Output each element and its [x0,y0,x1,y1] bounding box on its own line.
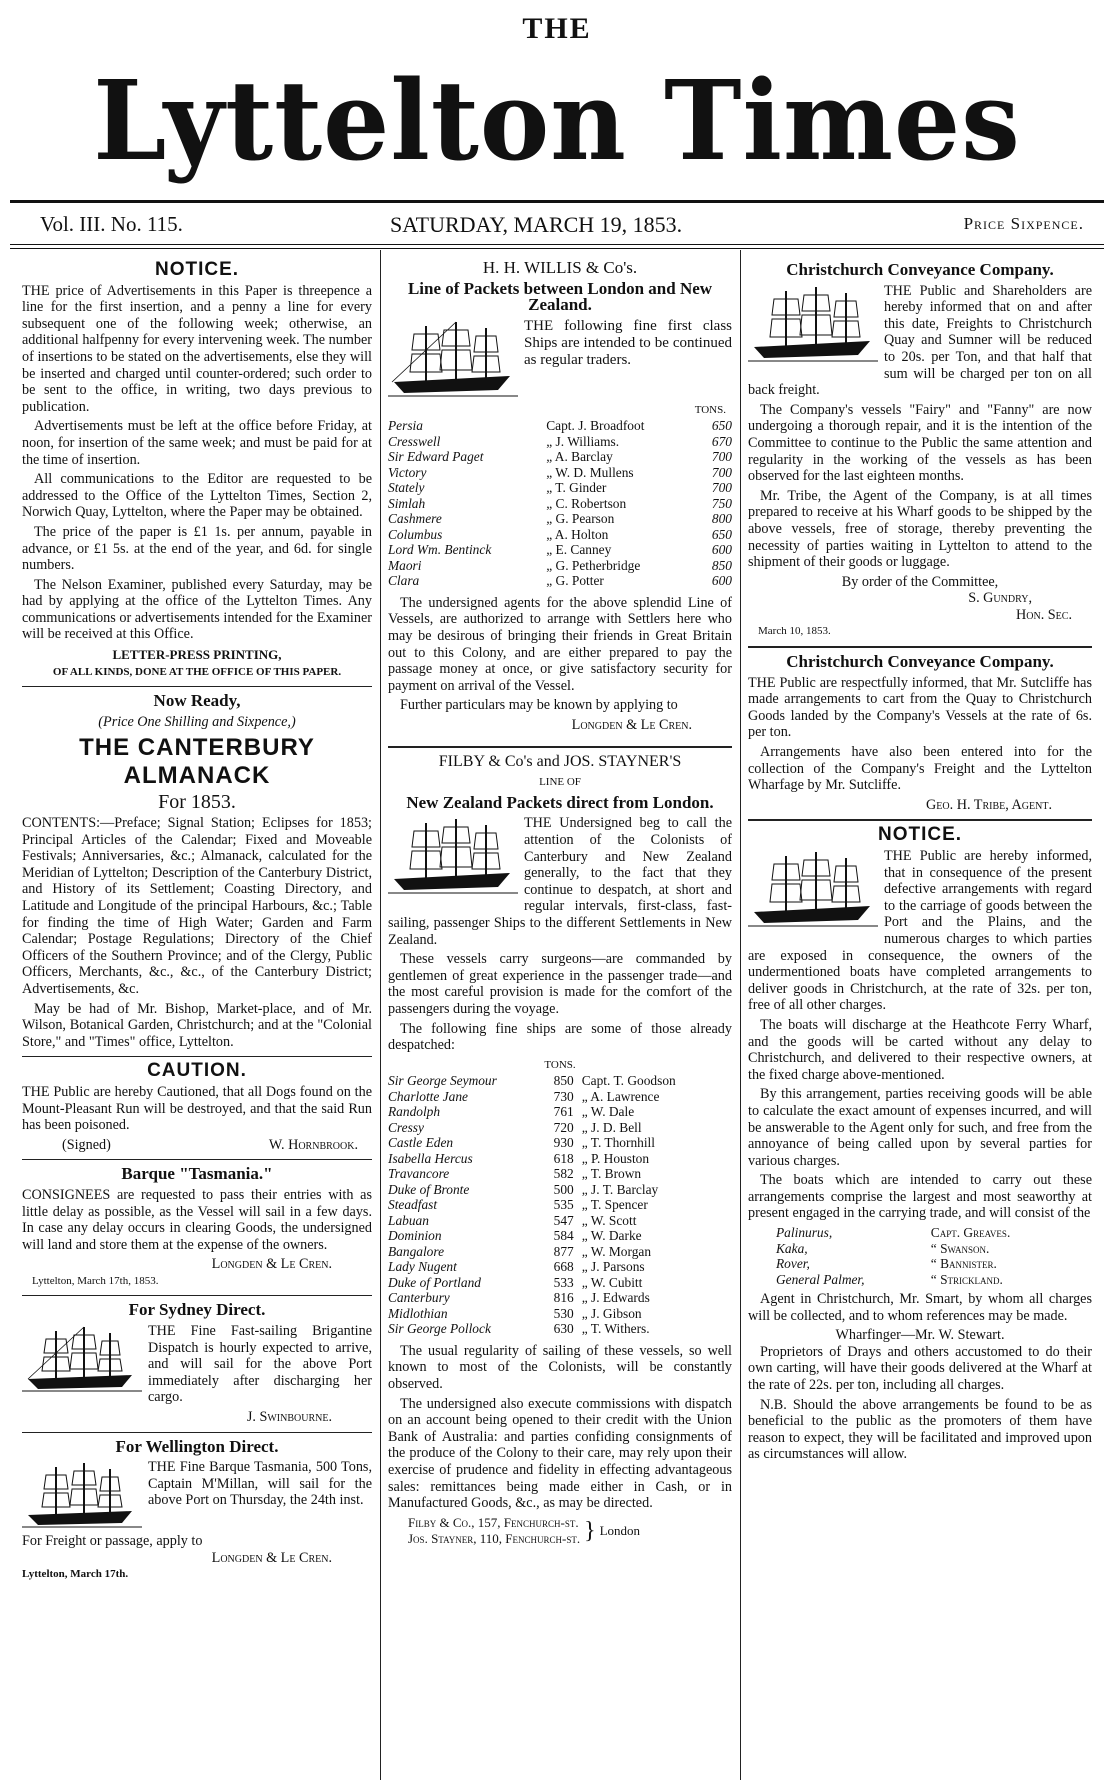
filby-city: London [599,1523,641,1539]
boat-name: General Palmer, [776,1271,865,1287]
dateline [10,210,1104,240]
wellington-date: Lyttelton, March 17th. [22,1568,129,1581]
willis-tons-label: TONS. [694,403,726,416]
ship-captain: „ W. Morgan [581,1243,652,1259]
almanack-availability: May be had of Mr. Bishop, Market-place, and of Mr. Wilson, Botanical Garden, Christchurch; and at the "Colonial Store," and "Times" office, Lyttelton. [22,1000,372,1050]
filby-lineof: LINE OF [539,776,581,789]
ship-illustration [748,285,878,365]
table-row [388,1275,732,1291]
ship-tons: 800 [711,511,732,527]
filby-subheading: New Zealand Packets direct from London. [406,792,714,812]
ship-captain: „ W. Cubitt [581,1274,643,1290]
conveyance-paragraph: The Company's vessels "Fairy" and "Fanny" are now undergoing a thorough repair, and it is the intention of the Committee to continue to the Public the same attention and regularity in the working of the vessels as has been observed for the last eighteen months. [748,401,1092,485]
ship-captain: „ A. Lawrence [581,1088,660,1104]
notice2-nb: N.B. Should the above arrangements be found to be as beneficial to the public as the promoters of them have reason to expect, they will be facilitated and improved upon as circumstances will allow. [748,1396,1092,1463]
boat-captain: “ Swanson. [930,1240,990,1256]
willis-intro: THE following fine first class Ships are intended to be continued as regular traders. [524,317,732,368]
table-row [388,1244,732,1260]
ship-tons: 500 [553,1181,574,1197]
tasmania-text: CONSIGNEES are requested to pass their entries with as little delay as possible, as the Vessel will sail in a few days. In case any delay occurs in clearing Goods, the undersigned will land and store them at the expense of the owners. [22,1186,372,1253]
ship-tons: 761 [553,1104,574,1120]
table-row [388,1073,732,1089]
ship-captain: „ C. Robertson [546,495,627,511]
ship-tons: 700 [711,464,732,480]
ship-captain: „ G. Pearson [546,511,615,527]
table-row [776,1241,1086,1257]
ship-captain: „ G. Petherbridge [546,557,641,573]
table-row [776,1225,1086,1241]
ship-tons: 700 [711,480,732,496]
ship-name: Midlothian [388,1305,448,1321]
ship-captain: „ J. Gibson [581,1305,642,1321]
ship-tons: 730 [553,1088,574,1104]
notice2-paragraph: The boats which are intended to carry out these arrangements comprise the largest and most seaworthy at present engaged in the carrying trade, and will consist of the [748,1172,1092,1222]
ship-name: Duke of Portland [388,1274,481,1290]
table-row [388,1321,732,1337]
willis-subheading: Line of Packets between London and New Zealand. [407,278,713,315]
table-row [388,434,732,450]
ship-tons: 547 [553,1212,574,1228]
ship-name: Randolph [388,1104,441,1120]
sydney-signature: J. Swinbourne. [246,1409,332,1426]
ship-tons: 850 [711,557,732,573]
tasmania-heading: Barque "Tasmania." [121,1164,273,1184]
table-row [388,1197,732,1213]
caution-text: THE Public are hereby Cautioned, that all Dogs found on the Mount-Pleasant Run will be destroyed, and that the said Run has been poisoned. [22,1083,372,1134]
table-row [388,573,732,589]
caution-signatory: W. Hornbrook. [268,1136,358,1153]
ship-captain: „ P. Houston [581,1150,650,1166]
issue-date: SATURDAY, MARCH 19, 1853. [390,212,683,237]
filby-ship-table [388,1073,732,1337]
ship-name: Clara [388,573,420,589]
notice-paragraph: The price of the paper is £1 1s. per annum, payable in advance, or £1 5s. at the end of the year, and 6d. for single numbers. [22,523,372,574]
ship-name: Bangalore [388,1243,445,1259]
masthead [0,0,1114,200]
willis-heading: H. H. WILLIS & Co's. [482,258,638,277]
ship-illustration [748,850,878,930]
table-row [388,542,732,558]
ship-captain: Capt. T. Goodson [581,1073,676,1089]
table-row [388,1120,732,1136]
ship-captain: „ W. Darke [581,1228,642,1244]
ship-captain: „ J. D. Bell [581,1119,642,1135]
ship-name: Duke of Bronte [388,1181,470,1197]
table-row [388,480,732,496]
table-row [388,1089,732,1105]
notice2-paragraph: Proprietors of Drays and others accustomed to do their own carting, will have their goods delivered at the Wharf at the rate of 22s. per ton, including all charges. [748,1343,1092,1394]
column-middle [388,258,732,1548]
ship-captain: „ J. Edwards [581,1290,650,1306]
ship-captain: „ G. Potter [546,573,604,589]
ship-name: Charlotte Jane [388,1088,468,1104]
willis-paragraph: Further particulars may be known by applying to [400,697,678,714]
conveyance-signature-2: Geo. H. Tribe, Agent. [926,796,1052,813]
ship-captain: „ E. Canney [546,542,612,558]
ship-tons: 850 [553,1073,574,1089]
ship-name: Travancore [388,1166,450,1182]
willis-ship-table [388,418,732,589]
conveyance-order: By order of the Committee, [841,573,999,590]
ship-illustration [388,320,518,400]
ship-illustration [22,1461,142,1531]
ship-name: Stately [388,480,425,496]
ship-name: Columbus [388,526,443,542]
boat-name: Rover, [776,1256,810,1272]
notice2-paragraph: The boats will discharge at the Heathcote Ferry Wharf, and the goods will be carted without any delay to Christchurch, and delivered to their respective owners, at the fixed charge above-mentioned. [748,1016,1092,1083]
ship-tons: 535 [553,1197,574,1213]
ship-tons: 930 [553,1135,574,1151]
ship-tons: 584 [553,1228,574,1244]
notice2-heading: NOTICE. [877,824,963,846]
ship-captain: „ A. Barclay [546,449,613,465]
conveyance-heading-2: Christchurch Conveyance Company. [786,652,1054,672]
boat-captain: “ Strickland. [930,1271,1003,1287]
ship-captain: „ J. Parsons [581,1259,645,1275]
wellington-text: THE Fine Barque Tasmania, 500 Tons, Captain M'Millan, will sail for the above Port on Thursday, the 24th inst. [148,1459,372,1509]
sydney-text: THE Fine Fast-sailing Brigantine Dispatch is hourly expected to arrive, and will sail for the above Port immediately after discharging her cargo. [148,1323,372,1406]
ship-tons: 650 [711,418,732,434]
notice-paragraph: The Nelson Examiner, published every Saturday, may be had by applying at the office of the Lyttelton Times. Any communications or advertisements intended for the Examiner will be received at this Office. [22,576,372,643]
table-row [388,465,732,481]
ship-name: Canterbury [388,1290,450,1306]
masthead-the: THE [522,12,592,45]
table-row [388,527,732,543]
ship-name: Cashmere [388,511,442,527]
notice-paragraph: Advertisements must be left at the office before Friday, at noon, for insertion of the same week; and must be paid for at the time of insertion. [22,418,372,468]
filby-paragraph: The undersigned also execute commissions with dispatch on an account being opened to their credit with the Union Bank of Australia: and parties confiding consignments of the produce of the Colony to their care, may rely upon their exercise of prudence and fidelity in effecting advantageous sales: remittances being made either in Cash, or in Manufactured Goods, &c., as may be directed. [388,1395,732,1512]
ship-captain: „ A. Holton [546,526,609,542]
notice-heading: NOTICE. [154,259,240,280]
caution-heading: CAUTION. [147,1060,247,1082]
ship-name: Castle Eden [388,1135,454,1151]
ship-tons: 750 [711,495,732,511]
ship-name: Lord Wm. Bentinck [388,542,492,558]
filby-address: Filby & Co., 157, Fenchurch-st. [408,1514,579,1530]
table-row [388,1104,732,1120]
caution-signature [22,1137,372,1154]
letterpress-sub: OF ALL KINDS, DONE AT THE OFFICE OF THIS PAPER. [52,665,342,678]
ship-captain: „ W. D. Mullens [546,464,634,480]
almanack-price: (Price One Shilling and Sixpence,) [98,713,296,730]
tasmania-date: Lyttelton, March 17th, 1853. [32,1274,159,1287]
ship-tons: 530 [553,1305,574,1321]
letterpress-heading: LETTER-PRESS PRINTING, [112,647,282,663]
boats-table [776,1225,1086,1287]
ship-tons: 630 [553,1321,574,1337]
table-row [388,418,732,434]
willis-paragraph: The undersigned agents for the above splendid Line of Vessels, are authorized to arrange with Settlers here who may be desirous of bringing their friends in Great Britain out to this Colony, and are either prepared to pay the passage money at once, or give satisfactory security for payment on arrival of the Vessel. [388,594,732,694]
column-divider [740,250,741,1780]
ship-tons: 670 [711,433,732,449]
boat-captain: Capt. Greaves. [930,1225,1011,1241]
table-row [388,1259,732,1275]
wellington-heading: For Wellington Direct. [115,1436,279,1456]
ship-captain: „ T. Ginder [546,480,607,496]
table-row [388,511,732,527]
conveyance-text-2: THE Public are respectfully informed, that Mr. Sutcliffe has made arrangements to cart from the Quay to Christchurch Goods landed by the Company's Vessels at the rate of 6s. per ton. [748,674,1092,741]
filby-paragraph: The following fine ships are some of those already despatched: [388,1020,732,1054]
caution-signed-label: (Signed) [62,1136,111,1153]
ship-captain: „ T. Thornhill [581,1135,656,1151]
table-row [388,1306,732,1322]
conveyance-signatory: S. Gundry, [968,590,1032,607]
conveyance-heading: Christchurch Conveyance Company. [786,260,1054,279]
ship-captain: „ J. T. Barclay [581,1181,659,1197]
ship-captain: „ W. Dale [581,1104,635,1120]
table-row [388,1151,732,1167]
conveyance-paragraph: Mr. Tribe, the Agent of the Company, is at all times prepared to receive at his Wharf goods to be shipped by the above vessels, free of storage, thereby preventing the necessity of parties waiting in Lyttelton to attend to the shipment of their goods or luggage. [748,487,1092,571]
ship-tons: 720 [553,1119,574,1135]
table-row [388,1135,732,1151]
wharfinger-line: Wharfinger—Mr. W. Stewart. [835,1327,1005,1344]
table-row [388,1290,732,1306]
issue-price: Price Sixpence. [963,214,1084,233]
almanack-year: For 1853. [158,791,236,814]
ship-name: Lady Nugent [388,1259,457,1275]
notice2-paragraph: By this arrangement, parties receiving goods will be able to calculate the exact amount of expenses incurred, and will be answerable to the Agent only for such, and free from the annoyance of being called upon by several parties for various charges. [748,1086,1092,1169]
ship-name: Victory [388,464,427,480]
ship-captain: Capt. J. Broadfoot [546,418,645,434]
ship-name: Sir Edward Paget [388,449,484,465]
filby-heading: FILBY & Co's and JOS. STAYNER'S [438,752,682,770]
ship-tons: 650 [711,526,732,542]
ship-captain: „ J. Williams. [546,433,620,449]
dateline-rule [10,244,1104,249]
ship-name: Persia [388,418,423,434]
tasmania-signature: Longden & Le Cren. [211,1256,332,1273]
ship-name: Isabella Hercus [388,1150,473,1166]
table-row [776,1256,1086,1272]
table-row [388,1228,732,1244]
conveyance-text: THE Public and Shareholders are hereby informed that on and after this date, Freights to Christchurch Quay and Sumner will be reduced to 20s. per Ton, and that half that sum will be charged per ton on all back freight. [748,282,1092,399]
ship-tons: 668 [553,1259,574,1275]
wellington-freight: For Freight or passage, apply to [22,1533,203,1550]
notice-paragraph: THE price of Advertisements in this Paper is threepence a line for the first insertion, and a penny a line for every subsequent one of the following week; otherwise, an additional halfpenny for every intervening week. The number of insertions to be stated on the advertisements, else they will be inserted and charged until counter-ordered; such order to be sent to the office, in writing, two days previous to publication. [22,282,372,415]
ship-captain: „ W. Scott [581,1212,637,1228]
filby-intro: THE Undersigned beg to call the attention of the Colonists of Canterbury and New Zealand generally, to the fact that they continue to despatch, at short and regular intervals, first-class, fast-sailing, passenger Ships to the different Settlements in New Zealand. [388,815,732,948]
ship-tons: 582 [553,1166,574,1182]
table-row [388,1213,732,1229]
willis-signature: Longden & Le Cren. [571,717,692,734]
ship-name: Steadfast [388,1197,438,1213]
column-divider [380,250,381,1780]
conveyance-date: March 10, 1853. [758,625,831,638]
table-row [388,558,732,574]
ship-tons: 700 [711,449,732,465]
ship-tons: 600 [711,542,732,558]
notice-paragraph: All communications to the Editor are requested to be addressed to the Office of the Lyttelton Times, Section 2, Norwich Quay, Lyttelton, where the Paper may be obtained. [22,471,372,521]
column-left [22,258,372,1583]
filby-paragraph: These vessels carry surgeons—are commanded by gentlemen of great experience in the passenger trade—and the most careful provision is made for the comfort of the passengers during the voyage. [388,951,732,1017]
ship-captain: „ T. Spencer [581,1197,648,1213]
sydney-heading: For Sydney Direct. [128,1300,266,1320]
ship-tons: 816 [553,1290,574,1306]
table-row [388,1182,732,1198]
ship-tons: 618 [553,1150,574,1166]
volume-number: Vol. III. No. 115. [40,212,183,236]
table-row [388,1166,732,1182]
ship-name: Sir George Pollock [388,1321,491,1337]
ship-name: Cresswell [388,433,441,449]
boat-name: Kaka, [776,1240,808,1256]
ship-captain: „ T. Brown [581,1166,642,1182]
filby-addresses: Filby & Co., 157, Fenchurch-st. Jos. Stayner, 110, Fenchurch-st. } London [408,1514,641,1547]
notice2-text: THE Public are hereby informed, that in consequence of the present defective arrangements with regard to the carriage of goods between the Port and the Plains, and the numerous charges to which parties are exposed in consequence, the owners of the undermentioned boats have completed arrangements to deliver goods in Christchurch, at the rate of 32s. per ton, free of all other charges. [748,848,1092,1014]
ship-illustration [388,817,518,897]
stayner-address: Jos. Stayner, 110, Fenchurch-st. [408,1531,581,1547]
masthead-title: Lyttelton Times [93,55,1021,186]
filby-paragraph: The usual regularity of sailing of these vessels, so well known to most of the Colonists, will be constantly observed. [388,1342,732,1392]
column-right [748,258,1092,1466]
table-row [388,496,732,512]
almanack-title: THE CANTERBURY ALMANACK [79,734,315,790]
ship-tons: 533 [553,1274,574,1290]
almanack-contents: CONTENTS:—Preface; Signal Station; Eclipses for 1853; Principal Articles of the Calendar; Fixed and Moveable Festivals; Anniversaries, &c.; Almanack, calculated for the Meridian of Lyttelton; Description of the Canterbury District, and History of its Settlement; Coasting Directory, and Latitude and Longitude of the principal Harbours, &c.; Table for finding the time of High Water; Garden and Farm Calendar; Postage Regulations; Directory of the Chief Officers of the Southern Province; and of the Clergy, Public Officers, Merchants, &c., &c., of the Canterbury District; Advertisements, &c. [22,815,372,997]
ship-tons: 600 [711,573,732,589]
boat-captain: “ Bannister. [930,1256,997,1272]
wellington-signature: Longden & Le Cren. [211,1549,332,1566]
ship-captain: „ T. Withers. [581,1321,650,1337]
ship-illustration [22,1325,142,1395]
filby-tons-label: TONS. [544,1058,576,1071]
now-ready-heading: Now Ready, [153,691,241,711]
table-row [776,1272,1086,1288]
ship-name: Sir George Seymour [388,1073,497,1089]
ship-name: Cressy [388,1119,424,1135]
table-row [388,449,732,465]
ship-name: Maori [388,557,422,573]
ship-tons: 877 [553,1243,574,1259]
ship-name: Simlah [388,495,426,511]
ship-name: Dominion [388,1228,442,1244]
conveyance-title: Hon. Sec. [1016,606,1072,623]
boat-name: Palinurus, [776,1225,833,1241]
masthead-rule [10,200,1104,203]
notice2-paragraph: Agent in Christchurch, Mr. Smart, by whom all charges will be collected, and to whom references may be made. [748,1291,1092,1324]
conveyance-paragraph-2: Arrangements have also been entered into for the collection of the Company's Freight and the Lyttelton Wharfage by Mr. Sutcliffe. [748,744,1092,794]
ship-name: Labuan [388,1212,429,1228]
